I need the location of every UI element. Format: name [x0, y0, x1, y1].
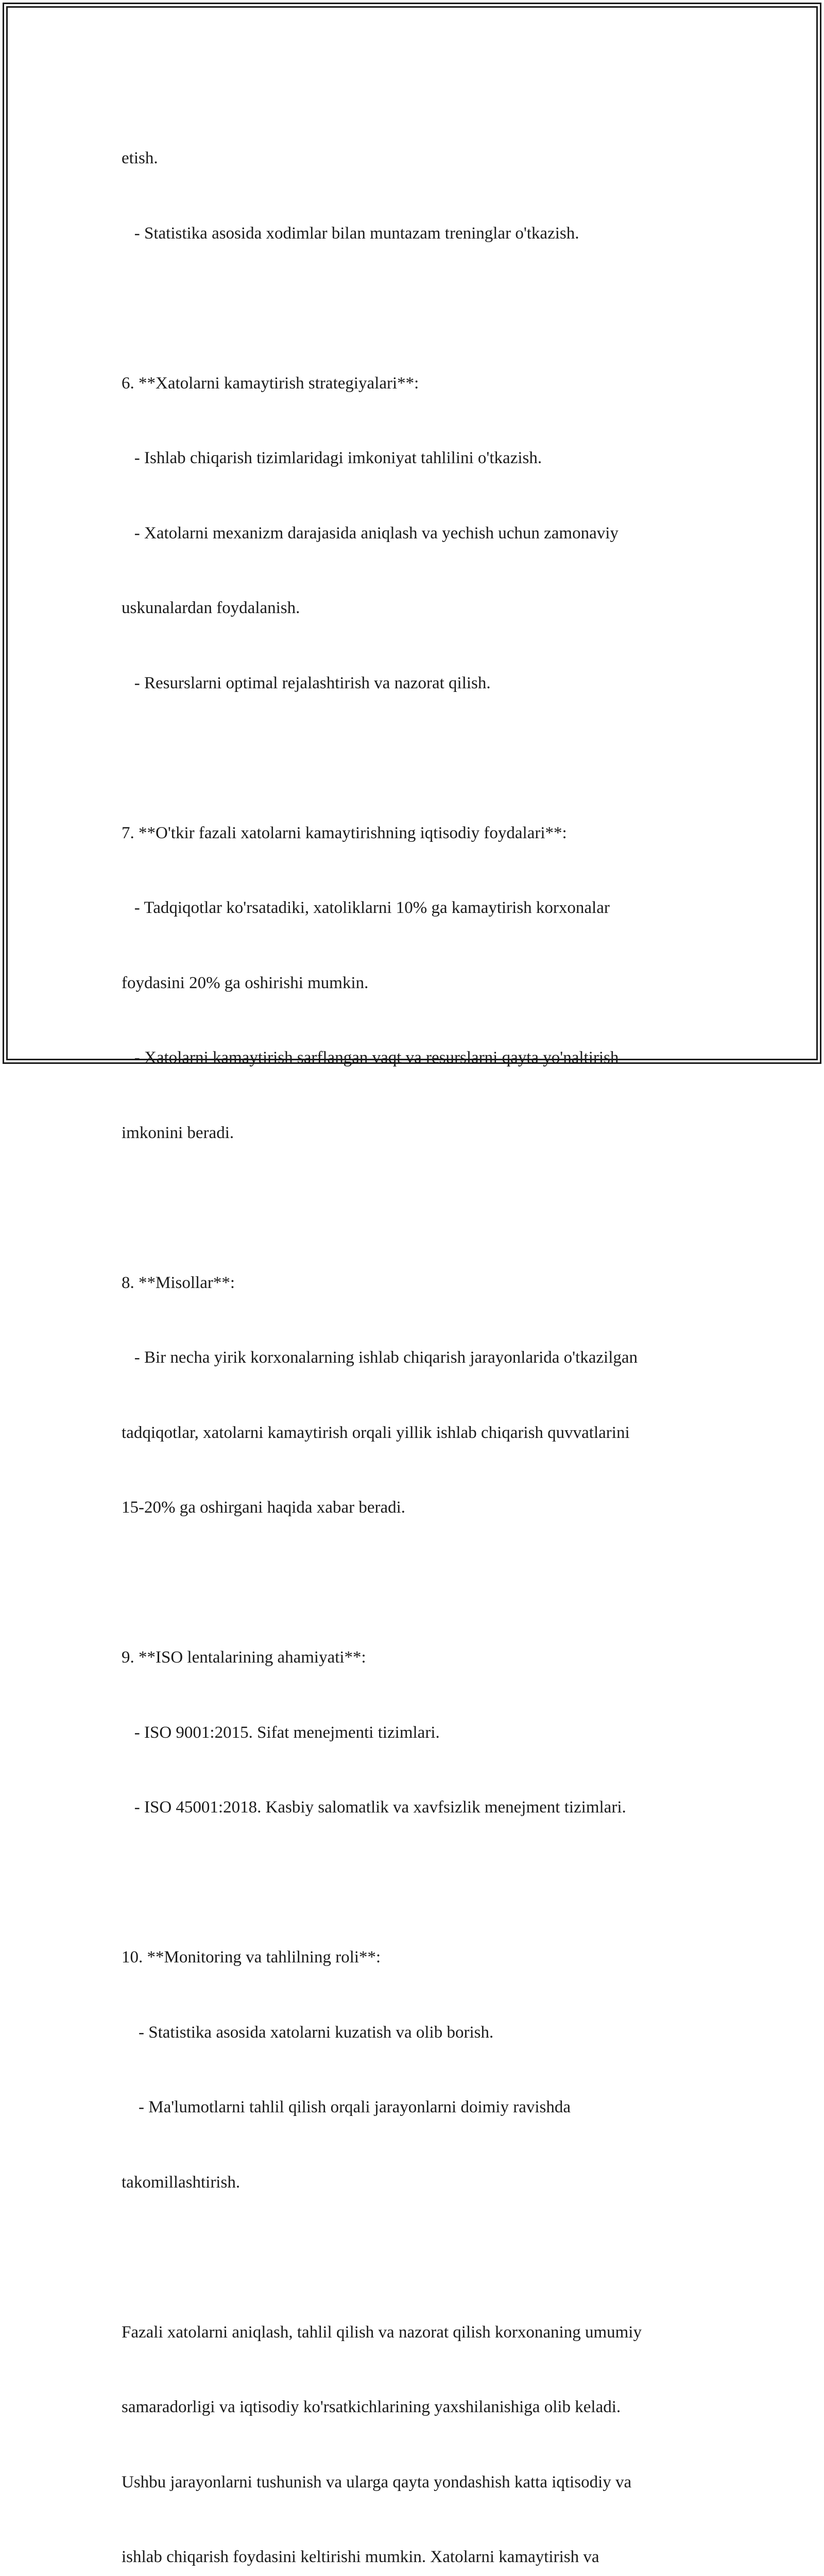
section-heading-8: 8. **Misollar**: [122, 1273, 235, 1292]
section-heading-10: 10. **Monitoring va tahlilning roli**: [122, 1948, 381, 1967]
blank-line [122, 1870, 719, 1895]
text-line: takomillashtirish. [122, 2173, 241, 2192]
blank-line [122, 296, 719, 321]
bullet-line: - Statistika asosida xodimlar bilan muntazam treninglar o'tkazish. [122, 224, 579, 243]
text-line: tadqiqotlar, xatolarni kamaytirish orqali yillik ishlab chiqarish quvvatlarini [122, 1423, 630, 1442]
blank-line [122, 1195, 719, 1221]
bullet-line: - Xatolarni kamaytirish sarflangan vaqt va resurslarni qayta yo'naltirish [122, 1048, 619, 1067]
document-body [122, 96, 719, 2576]
section-heading-9: 9. **ISO lentalarining ahamiyati**: [122, 1648, 366, 1667]
conclusion-line: Ushbu jarayonlarni tushunish va ularga qayta yondashish katta iqtisodiy va [122, 2472, 632, 2492]
section-heading-6: 6. **Xatolarni kamaytirish strategiyalari**: [122, 374, 419, 393]
text-line: uskunalardan foydalanish. [122, 599, 300, 617]
text-line: imkonini beradi. [122, 1123, 234, 1142]
blank-line [122, 2245, 719, 2270]
text-line: etish. [122, 149, 158, 167]
bullet-line: - Xatolarni mexanizm darajasida aniqlash va yechish uchun zamonaviy [122, 523, 619, 543]
bullet-line: - Ma'lumotlarni tahlil qilish orqali jarayonlarni doimiy ravishda [122, 2098, 571, 2116]
bullet-line: - Statistika asosida xatolarni kuzatish va olib borish. [122, 2023, 494, 2042]
bullet-line: - Ishlab chiqarish tizimlaridagi imkoniyat tahlilini o'tkazish. [122, 449, 542, 467]
section-heading-7: 7. **O'tkir fazali xatolarni kamaytirishning iqtisodiy foydalari**: [122, 823, 567, 842]
bullet-line: - ISO 9001:2015. Sifat menejmenti tizimlari. [122, 1723, 440, 1742]
bullet-line: - Bir necha yirik korxonalarning ishlab chiqarish jarayonlarida o'tkazilgan [122, 1348, 638, 1367]
conclusion-line: samaradorligi va iqtisodiy ko'rsatkichlarining yaxshilanishiga olib keladi. [122, 2398, 621, 2416]
text-line: foydasini 20% ga oshirishi mumkin. [122, 973, 369, 992]
bullet-line: - Tadqiqotlar ko'rsatadiki, xatoliklarni 10% ga kamaytirish korxonalar [122, 899, 610, 917]
blank-line [122, 745, 719, 771]
blank-line [122, 1570, 719, 1596]
bullet-line: - ISO 45001:2018. Kasbiy salomatlik va xavfsizlik menejment tizimlari. [122, 1798, 626, 1817]
text-line: 15-20% ga oshirgani haqida xabar beradi. [122, 1498, 406, 1517]
bullet-line: - Resurslarni optimal rejalashtirish va nazorat qilish. [122, 673, 491, 692]
conclusion-line: ishlab chiqarish foydasini keltirishi mumkin. Xatolarni kamaytirish va [122, 2548, 599, 2566]
conclusion-line: Fazali xatolarni aniqlash, tahlil qilish va nazorat qilish korxonaning umumiy [122, 2323, 642, 2342]
